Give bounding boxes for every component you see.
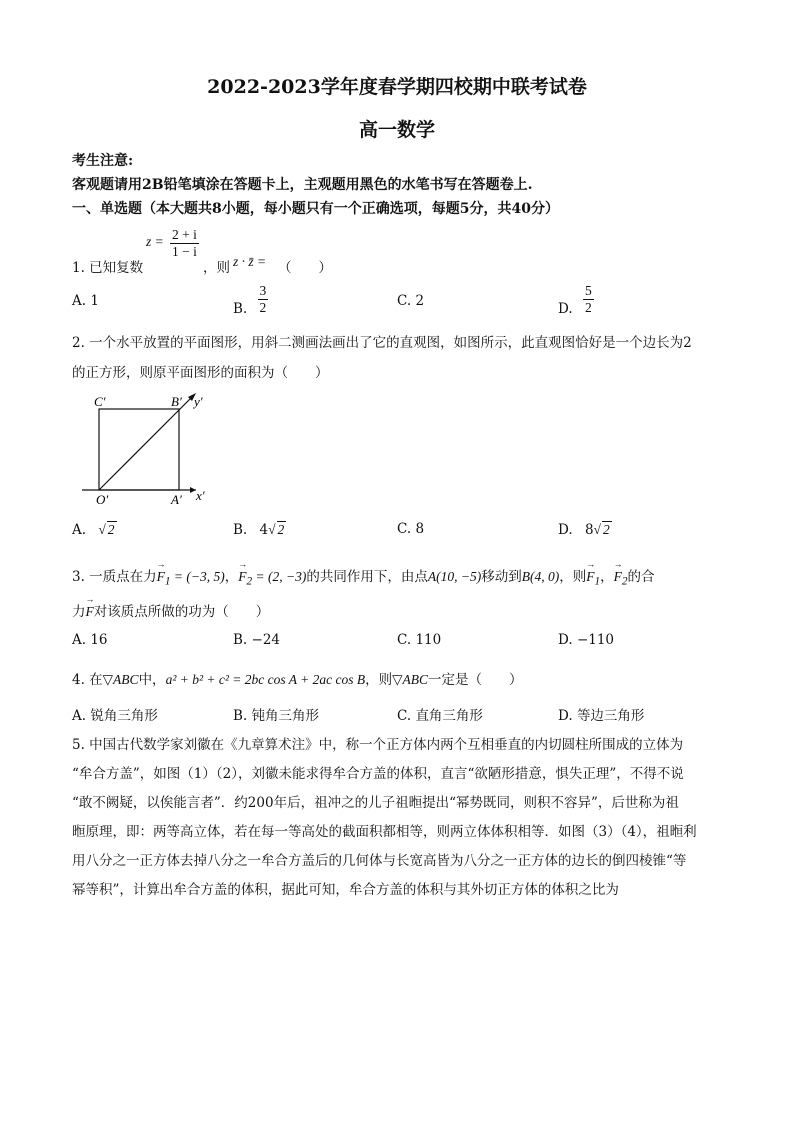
q1-paren: （ ）	[278, 260, 332, 276]
question-5-line5: 用八分之一正方体去掉八分之一牟合方盖后的几何体与长宽高皆为八分之一正方体的边长的倒四棱锥“等	[72, 853, 687, 869]
q3-option-b[interactable]: B. −24	[233, 632, 281, 648]
question-2-line2: 的正方形，则原平面图形的面积为（ ）	[72, 365, 329, 381]
q2-option-a[interactable]: A. √ 2	[72, 522, 115, 538]
question-5-line6: 幂等积”，计算出牟合方盖的体积，据此可知，牟合方盖的体积与其外切正方体的体积之比为	[72, 882, 619, 898]
q1-option-a[interactable]: A. 1	[72, 293, 99, 309]
label-c: C′	[94, 394, 106, 409]
question-3-line2: 力→ F对该质点所做的功为（ ）	[72, 600, 269, 620]
q2-figure	[72, 386, 222, 508]
q1-fraction	[170, 227, 199, 260]
section-heading: 一、单选题（本大题共8小题，每小题只有一个正确选项，每题5分，共40分）	[72, 201, 559, 217]
question-5-line4: 暅原理，即：两等高立体，若在每一等高处的截面积都相等，则两立体体积相等．如图（3）（4），祖暅利	[72, 824, 697, 840]
q2-option-b[interactable]: B. 4√ 2	[233, 522, 285, 538]
q1-option-b[interactable]: B. $\frac{3}{2}$	[233, 283, 267, 317]
question-5-line1: 5. 中国古代数学家刘徽在《九章算术注》中，称一个正方体内两个互相垂直的内切圆柱所围成的立体为	[72, 737, 684, 753]
q2-option-d[interactable]: D. 8√ 2	[558, 522, 610, 538]
q1-option-c[interactable]: C. 2	[397, 293, 425, 309]
q1-prefix: 1. 已知复数	[72, 260, 144, 276]
label-a: A′	[171, 492, 182, 507]
exam-subtitle: 高一数学	[358, 119, 435, 141]
label-y: y′	[194, 394, 203, 409]
label-b: B′	[171, 394, 182, 409]
q3-option-c[interactable]: C. 110	[397, 632, 442, 648]
q4-option-c[interactable]: C. 直角三角形	[397, 708, 483, 724]
q1-denominator: 1 − i	[172, 244, 197, 259]
notice-line: 客观题请用2B铅笔填涂在答题卡上，主观题用黑色的水笔书写在答题卷上.	[72, 177, 533, 193]
label-x: x′	[196, 488, 205, 503]
label-o: O′	[96, 492, 109, 507]
q1-z-label: z =	[146, 234, 164, 249]
q4-option-b[interactable]: B. 钝角三角形	[233, 708, 320, 724]
question-4: 4. 在▽ABC中，a² + b² + c² = 2bc cos A + 2ac cos B，则▽ABC一定是（ ）	[72, 672, 523, 688]
q4-option-a[interactable]: A. 锐角三角形	[72, 708, 158, 724]
exam-title: 2022-2023学年度春学期四校期中联考试卷	[207, 76, 587, 98]
question-2-line1: 2. 一个水平放置的平面图形，用斜二测画法画出了它的直观图，如图所示，此直观图恰好是一个边长为2	[72, 335, 692, 351]
q1-numerator: 2 + i	[172, 227, 197, 242]
question-5-line3: “敢不阙疑，以俟能言者”．约200年后，祖冲之的儿子祖暅提出“幂势既同，则积不容异”，后世称为祖	[72, 795, 679, 811]
q3-option-a[interactable]: A. 16	[72, 632, 108, 648]
q1-mid: ，则	[203, 260, 230, 276]
question-5-line2: “牟合方盖”，如图（1）（2），刘徽未能求得牟合方盖的体积，直言“欲陋形措意，惧失正理”，不得不说	[72, 766, 684, 782]
q4-option-d[interactable]: D. 等边三角形	[558, 708, 645, 724]
question-3-line1: 3. 一质点在力→ $F_1 = (-3$, 5)，→ $F_2 = (2$, −3)的共同作用下，由点A(10, −5)移动到B(4, 0)，则→ $F_1$，→ $F_2$的合	[72, 565, 654, 588]
notice-heading: 考生注意:	[72, 153, 134, 169]
q2-option-c[interactable]: C. 8	[397, 521, 425, 537]
q1-option-d[interactable]: D. $\frac{5}{2}$	[558, 283, 592, 317]
q3-option-d[interactable]: D. −110	[558, 632, 615, 648]
q1-expr: z · z̄ =	[233, 254, 267, 269]
